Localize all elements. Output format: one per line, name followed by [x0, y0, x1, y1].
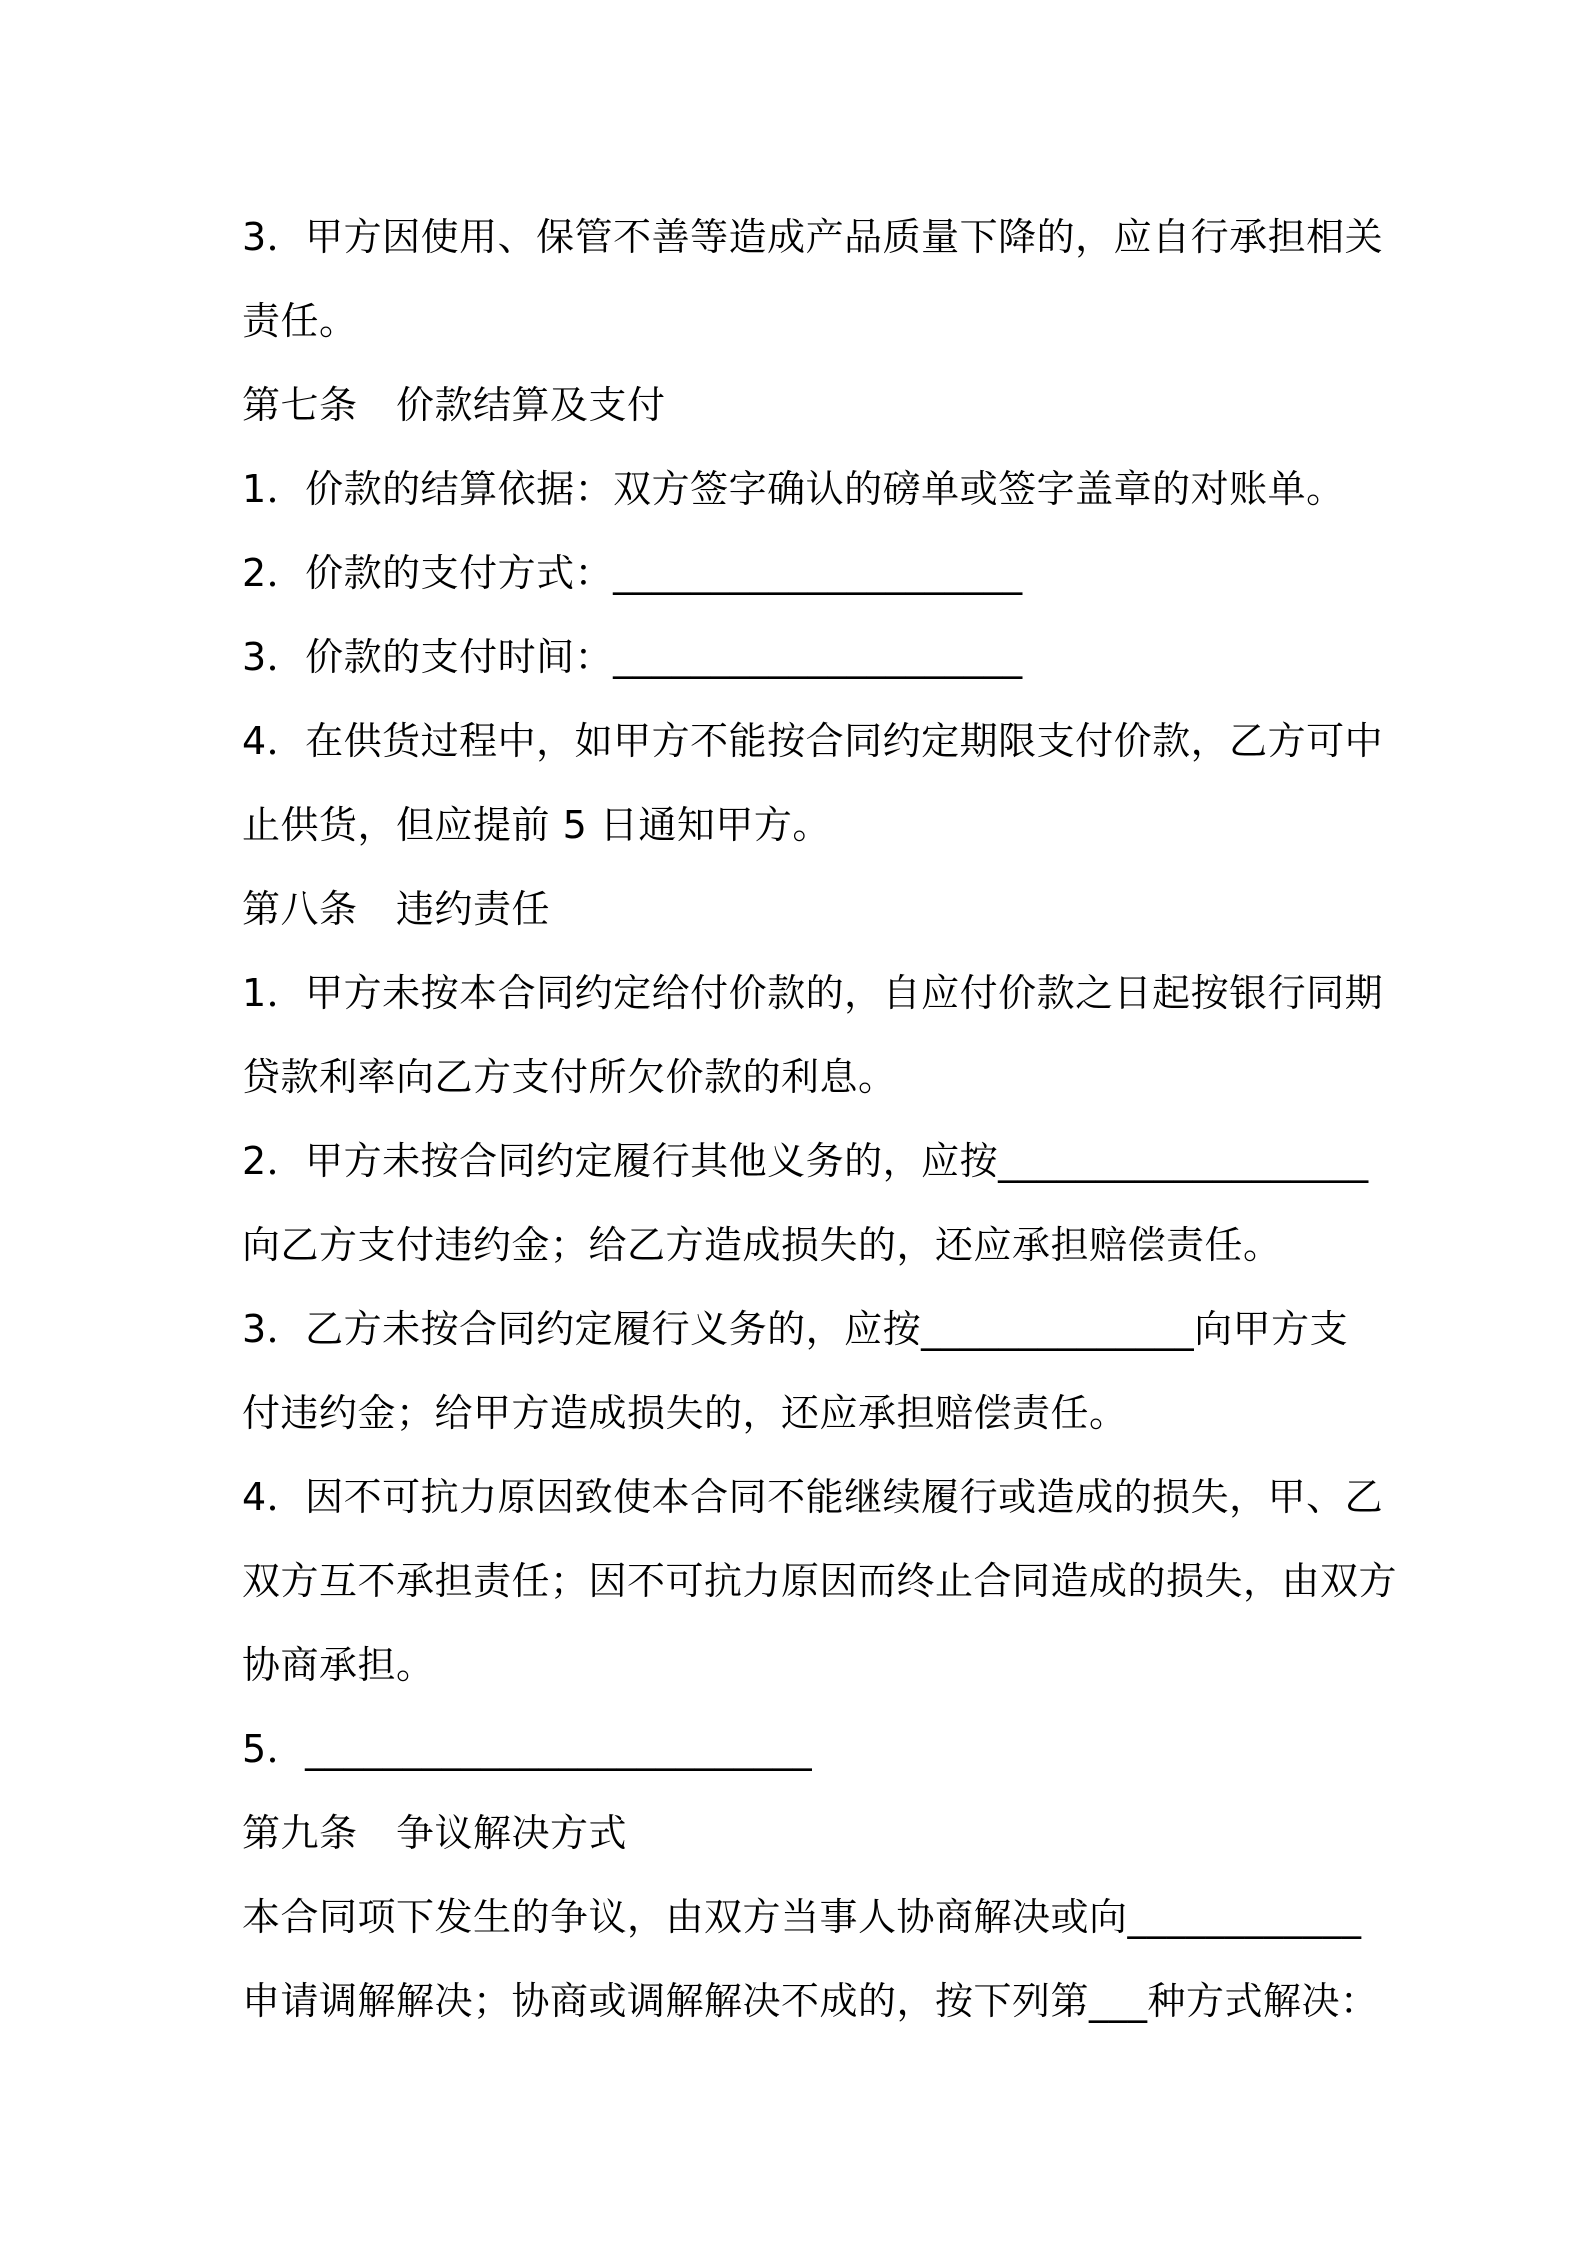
document-body: [242, 195, 1398, 2043]
clause-8-item-3-line-1: 3．乙方未按合同约定履行义务的，应按______________向甲方支: [242, 1307, 1349, 1351]
clause-9-line-2: 申请调解解决；协商或调解解决不成的，按下列第___种方式解决：: [242, 1979, 1379, 2023]
clause-7-item-3-payment-time: 3．价款的支付时间：_____________________: [242, 635, 1023, 679]
clause-8-item-2-line-1: 2．甲方未按合同约定履行其他义务的，应按___________________: [242, 1139, 1369, 1183]
article-8-heading: 第八条 违约责任: [242, 887, 551, 931]
clause-8-item-1-line-1: 1．甲方未按本合同约定给付价款的，自应付价款之日起按银行同期: [242, 971, 1384, 1015]
clause-8-item-4-line-1: 4．因不可抗力原因致使本合同不能继续履行或造成的损失，甲、乙: [242, 1475, 1384, 1519]
clause-8-item-5: 5．__________________________: [242, 1727, 813, 1771]
clause-8-item-4-line-2: 双方互不承担责任；因不可抗力原因而终止合同造成的损失，由双方: [242, 1559, 1398, 1603]
clause-7-item-4-line-2: 止供货，但应提前 5 日通知甲方。: [242, 803, 831, 847]
article-7-heading: 第七条 价款结算及支付: [242, 383, 666, 427]
clause-7-item-1: 1．价款的结算依据：双方签字确认的磅单或签字盖章的对账单。: [242, 467, 1345, 511]
clause-8-item-3-line-2: 付违约金；给甲方造成损失的，还应承担赔偿责任。: [242, 1391, 1128, 1435]
clause-6-item-3-line-1: 3．甲方因使用、保管不善等造成产品质量下降的，应自行承担相关: [242, 215, 1384, 259]
clause-8-item-4-line-3: 协商承担。: [242, 1643, 435, 1687]
clause-6-item-3-line-2: 责任。: [242, 299, 358, 343]
article-9-heading: 第九条 争议解决方式: [242, 1811, 628, 1855]
clause-9-line-1: 本合同项下发生的争议，由双方当事人协商解决或向____________: [242, 1895, 1362, 1939]
clause-8-item-1-line-2: 贷款利率向乙方支付所欠价款的利息。: [242, 1055, 897, 1099]
clause-8-item-2-line-2: 向乙方支付违约金；给乙方造成损失的，还应承担赔偿责任。: [242, 1223, 1282, 1267]
clause-7-item-4-line-1: 4．在供货过程中，如甲方不能按合同约定期限支付价款，乙方可中: [242, 719, 1384, 763]
clause-7-item-2-payment-method: 2．价款的支付方式：_____________________: [242, 551, 1023, 595]
